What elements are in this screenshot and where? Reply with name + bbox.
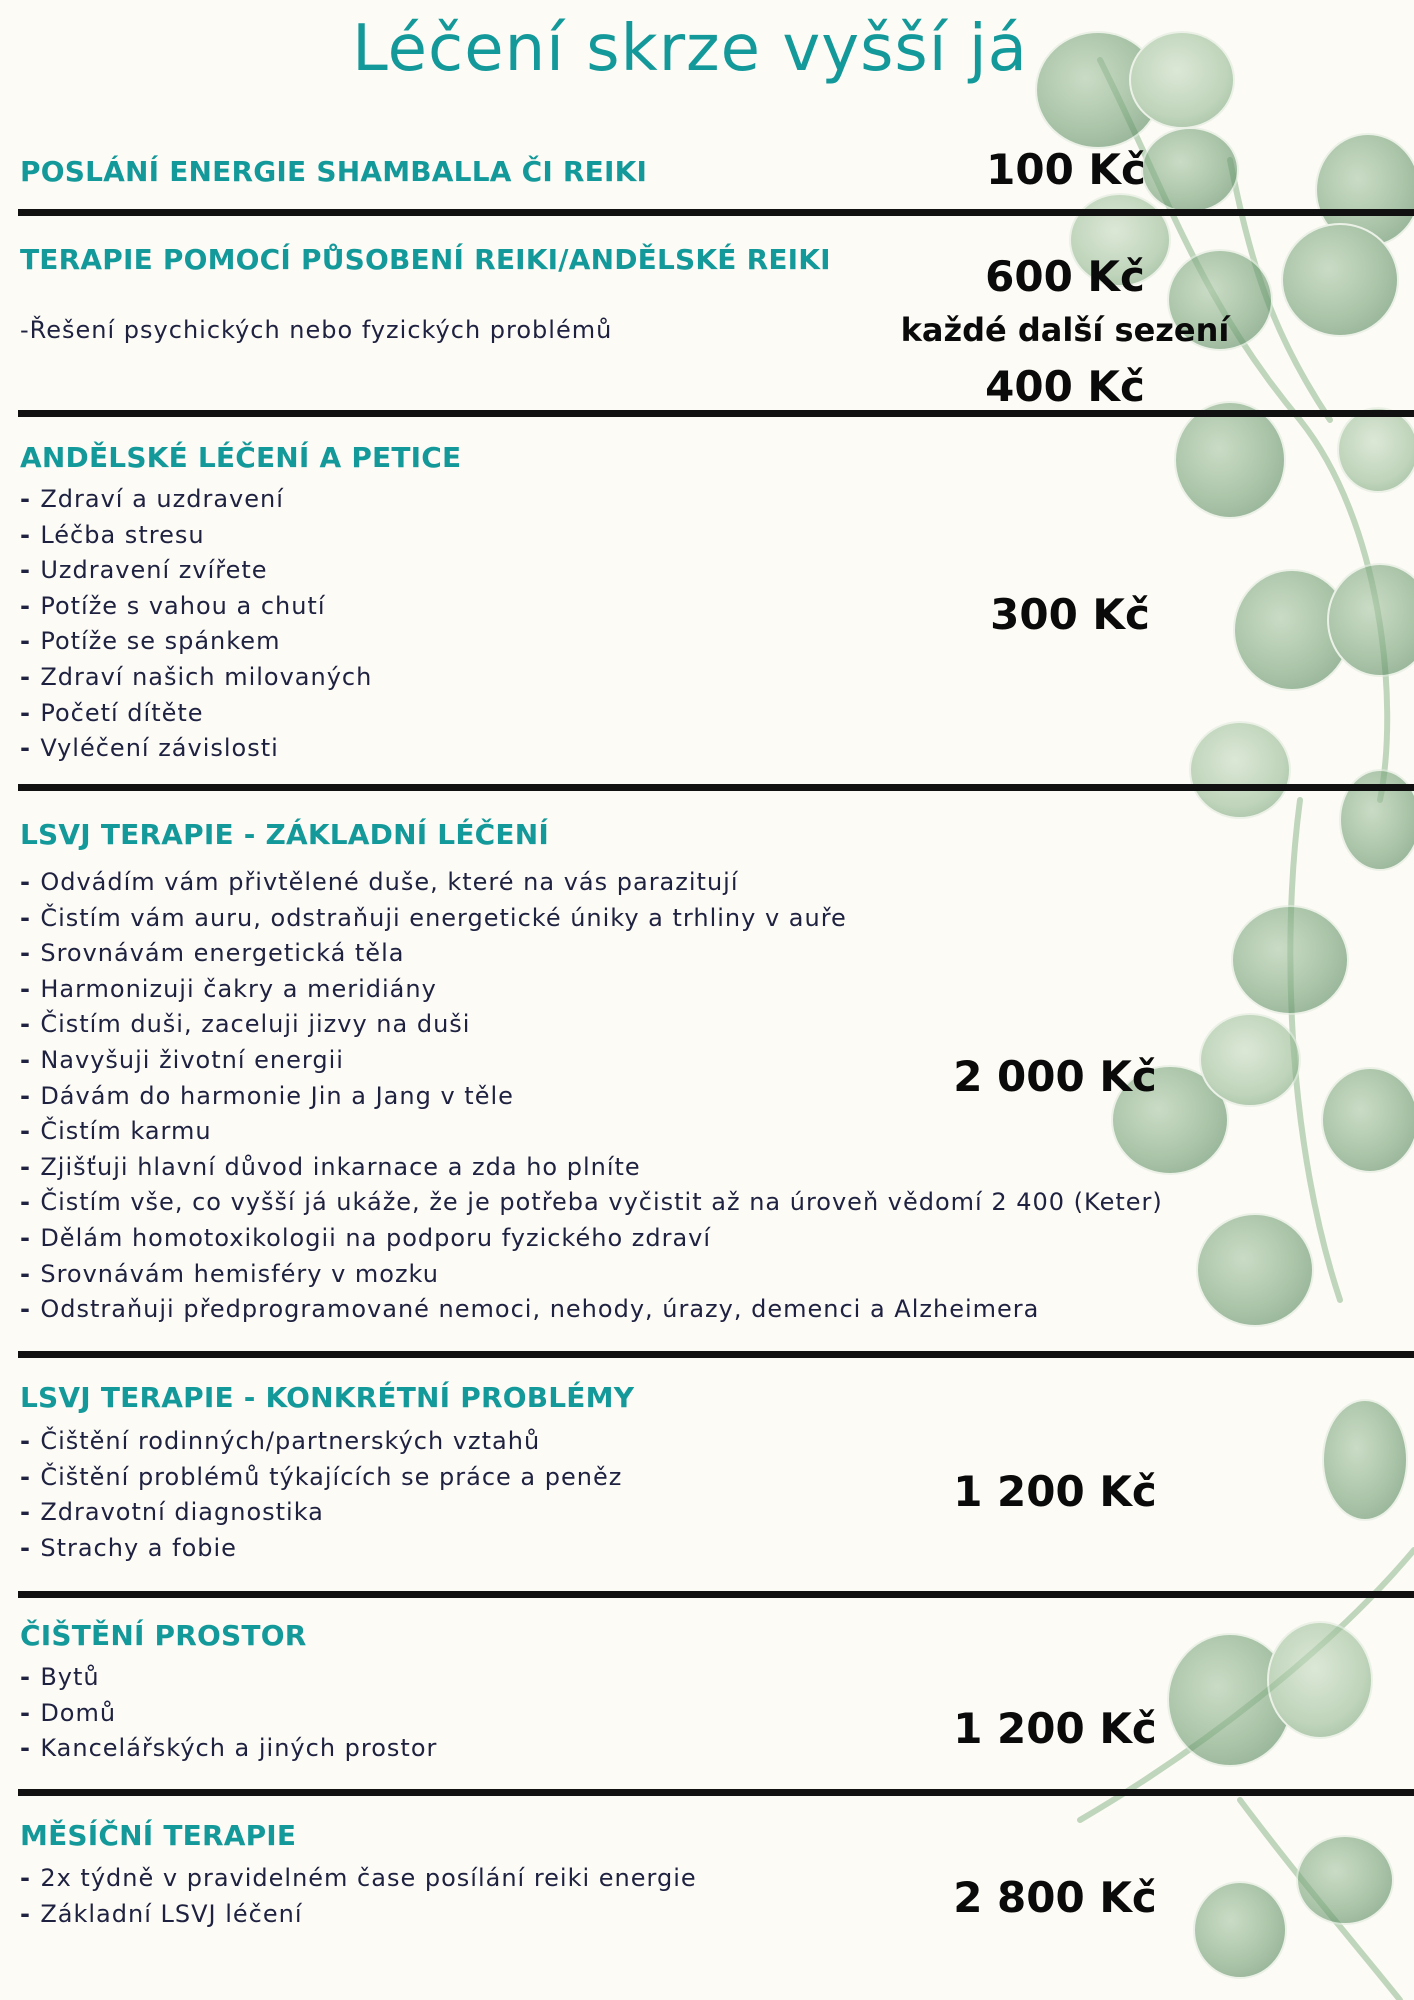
section-title: ČIŠTĚNÍ PROSTOR xyxy=(20,1619,307,1652)
section-title: LSVJ TERAPIE - ZÁKLADNÍ LÉČENÍ xyxy=(20,818,550,851)
item-list xyxy=(20,1861,697,1932)
bullet-dash: - xyxy=(20,520,41,549)
bullet-dash: - xyxy=(20,1152,41,1181)
list-item xyxy=(20,972,1163,1008)
bullet-dash: - xyxy=(20,698,41,727)
list-item xyxy=(20,1007,1163,1043)
section-divider xyxy=(18,1351,1414,1358)
list-item xyxy=(20,901,1163,937)
section-title: TERAPIE POMOCÍ PŮSOBENÍ REIKI/ANDĚLSKÉ REIKI xyxy=(20,243,831,276)
bullet-dash: - xyxy=(20,1498,41,1527)
list-item xyxy=(20,1292,1163,1328)
list-item xyxy=(20,1660,437,1696)
section-title: ANDĚLSKÉ LÉČENÍ A PETICE xyxy=(20,441,462,474)
service-price: 600 Kč xyxy=(985,252,1145,301)
bullet-dash: - xyxy=(20,627,41,656)
list-item-text: Uzdravení zvířete xyxy=(40,556,268,585)
list-item-text: Čistím vám auru, odstraňuji energetické úniky a trhliny v auře xyxy=(40,903,847,932)
list-item-text: Čistím karmu xyxy=(40,1117,212,1146)
bullet-dash: - xyxy=(20,662,41,691)
list-item-text: Bytů xyxy=(40,1663,100,1691)
bullet-dash: - xyxy=(20,939,41,968)
list-item xyxy=(20,624,372,660)
list-item-text: Navyšuji životní energii xyxy=(40,1045,344,1074)
list-item-text: Základní LSVJ léčení xyxy=(40,1899,303,1928)
price-note: každé další sezení xyxy=(900,311,1230,349)
list-item xyxy=(20,1531,622,1567)
list-item xyxy=(20,1114,1163,1150)
bullet-dash: - xyxy=(20,1734,41,1763)
list-item-text: Zdraví a uzdravení xyxy=(40,485,284,513)
bullet-dash: - xyxy=(20,1081,41,1110)
list-item-text: Strachy a fobie xyxy=(40,1533,237,1562)
page-title: Léčení skrze vyšší já xyxy=(352,12,1028,86)
bullet-dash: - xyxy=(20,1223,41,1252)
list-item xyxy=(20,589,372,625)
list-item xyxy=(20,1221,1163,1257)
section-description: -Řešení psychických nebo fyzických problémů xyxy=(20,316,613,344)
list-item-text: Léčba stresu xyxy=(40,520,205,549)
list-item-text: Dávám do harmonie Jin a Jang v těle xyxy=(40,1081,514,1110)
service-price: 300 Kč xyxy=(990,590,1150,639)
service-price-next: 400 Kč xyxy=(985,362,1145,411)
bullet-dash: - xyxy=(20,1462,41,1491)
list-item xyxy=(20,696,372,732)
bullet-dash: - xyxy=(20,868,41,896)
list-item xyxy=(20,553,372,589)
list-item-text: 2x týdně v pravidelném čase posílání reiki energie xyxy=(40,1864,697,1892)
bullet-dash: - xyxy=(20,903,41,932)
list-item-text: Čistím vše, co vyšší já ukáže, že je potřeba vyčistit až na úroveň vědomí 2 400 (Keter) xyxy=(40,1188,1163,1217)
section-title: LSVJ TERAPIE - KONKRÉTNÍ PROBLÉMY xyxy=(20,1381,635,1414)
bullet-dash: - xyxy=(20,1259,41,1288)
section-divider xyxy=(18,1789,1414,1796)
list-item-text: Potíže s vahou a chutí xyxy=(40,591,326,620)
list-item-text: Zjišťuji hlavní důvod inkarnace a zda ho plníte xyxy=(40,1152,641,1181)
section-divider xyxy=(18,410,1414,417)
bullet-dash: - xyxy=(20,1045,41,1074)
list-item xyxy=(20,1185,1163,1221)
list-item-text: Početí dítěte xyxy=(40,698,204,727)
list-item xyxy=(20,660,372,696)
service-price: 2 800 Kč xyxy=(953,1873,1157,1922)
section-divider xyxy=(18,1591,1414,1598)
bullet-dash: - xyxy=(20,1188,41,1217)
list-item-text: Domů xyxy=(40,1698,117,1727)
list-item xyxy=(20,1897,697,1933)
list-item xyxy=(20,1257,1163,1293)
service-price: 1 200 Kč xyxy=(953,1467,1157,1516)
list-item-text: Srovnávám hemisféry v mozku xyxy=(40,1259,439,1288)
bullet-dash: - xyxy=(20,974,41,1003)
section-title: MĚSÍČNÍ TERAPIE xyxy=(20,1819,297,1852)
list-item xyxy=(20,1460,622,1496)
list-item-text: Čistím duši, zaceluji jizvy na duši xyxy=(40,1010,471,1039)
list-item-text: Čištění rodinných/partnerských vztahů xyxy=(40,1427,541,1455)
list-item-text: Kancelářských a jiných prostor xyxy=(40,1734,438,1763)
list-item xyxy=(20,865,1163,901)
bullet-dash: - xyxy=(20,1427,41,1455)
list-item-text: Dělám homotoxikologii na podporu fyzického zdraví xyxy=(40,1223,712,1252)
bullet-dash: - xyxy=(20,1117,41,1146)
bullet-dash: - xyxy=(20,1533,41,1562)
list-item xyxy=(20,1696,437,1732)
bullet-dash: - xyxy=(20,1010,41,1039)
list-item-text: Odvádím vám přivtělené duše, které na vás parazitují xyxy=(40,868,739,896)
list-item-text: Potíže se spánkem xyxy=(40,627,281,656)
list-item-text: Harmonizuji čakry a meridiány xyxy=(40,974,437,1003)
bullet-dash: - xyxy=(20,1899,41,1928)
list-item-text: Zdraví našich milovaných xyxy=(40,662,373,691)
list-item-text: Odstraňuji předprogramované nemoci, nehody, úrazy, demenci a Alzheimera xyxy=(40,1295,1040,1324)
bullet-dash: - xyxy=(20,734,41,763)
section-title: POSLÁNÍ ENERGIE SHAMBALLA ČI REIKI xyxy=(20,155,648,188)
bullet-dash: - xyxy=(20,1698,41,1727)
list-item xyxy=(20,1495,622,1531)
bullet-dash: - xyxy=(20,1295,41,1324)
list-item xyxy=(20,1861,697,1897)
bullet-dash: - xyxy=(20,1864,41,1892)
service-price: 2 000 Kč xyxy=(953,1052,1157,1101)
bullet-dash: - xyxy=(20,485,41,513)
list-item-text: Čištění problémů týkajících se práce a peněz xyxy=(40,1462,623,1491)
item-list xyxy=(20,1660,437,1767)
item-list xyxy=(20,482,372,767)
service-price: 1 200 Kč xyxy=(953,1704,1157,1753)
section-divider xyxy=(18,209,1414,216)
list-item xyxy=(20,1150,1163,1186)
list-item xyxy=(20,936,1163,972)
list-item-text: Vyléčení závislosti xyxy=(40,734,279,763)
bullet-dash: - xyxy=(20,591,41,620)
list-item xyxy=(20,1731,437,1767)
list-item xyxy=(20,482,372,518)
list-item-text: Srovnávám energetická těla xyxy=(40,939,405,968)
list-item xyxy=(20,518,372,554)
list-item xyxy=(20,731,372,767)
bullet-dash: - xyxy=(20,556,41,585)
item-list xyxy=(20,1424,622,1566)
section-divider xyxy=(18,784,1414,791)
list-item-text: Zdravotní diagnostika xyxy=(40,1498,324,1527)
bullet-dash: - xyxy=(20,1663,41,1691)
list-item xyxy=(20,1424,622,1460)
service-price: 100 Kč xyxy=(986,145,1146,194)
